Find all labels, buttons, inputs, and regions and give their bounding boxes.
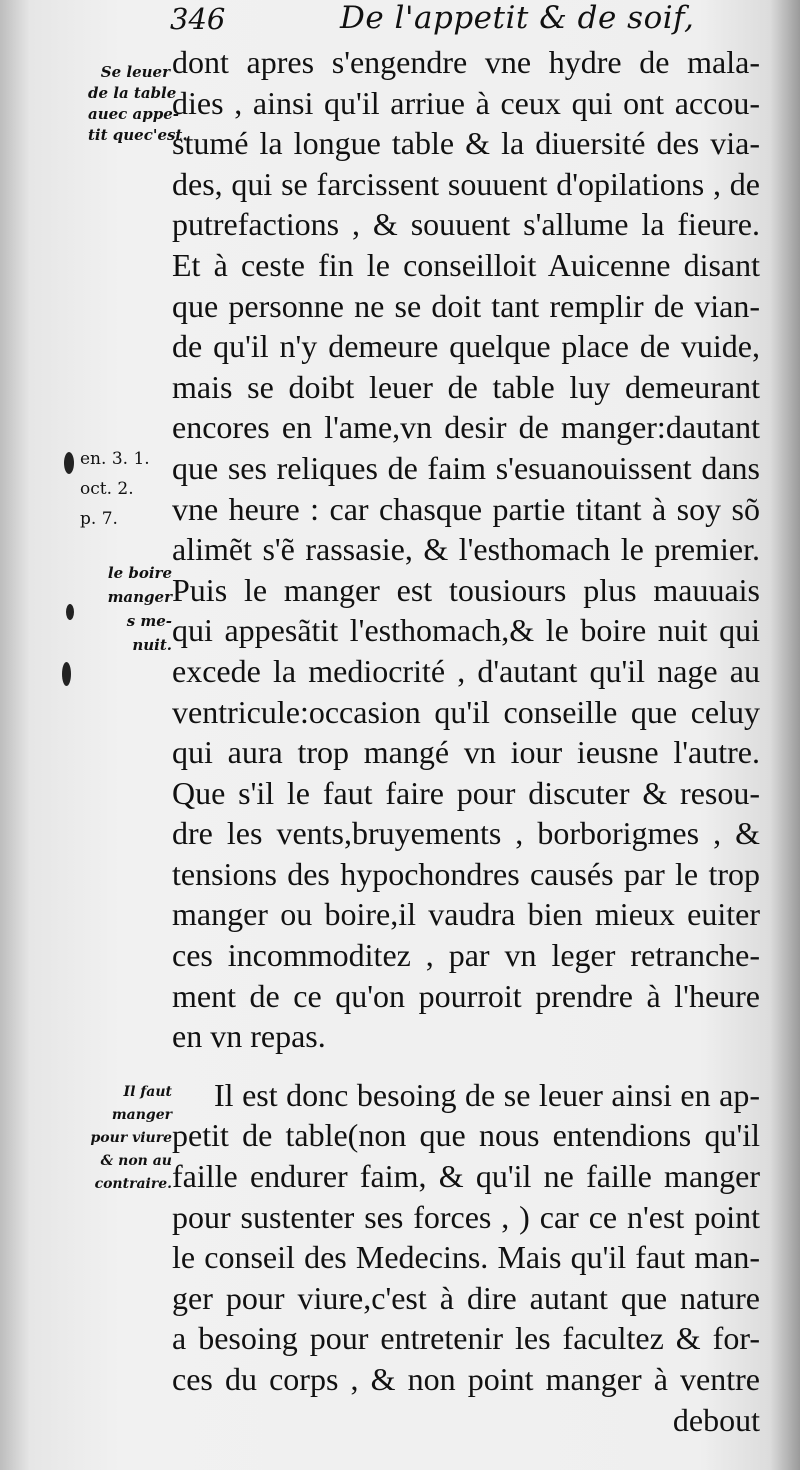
text-line: le conseil des Medecins. Mais qu'il faut man- [172, 1239, 760, 1276]
margin-note-line: le boire [107, 564, 172, 582]
text-line: Et à ceste fin le conseilloit Auicenne disant [172, 246, 760, 283]
margin-note-line: en. 3. 1. [80, 449, 150, 469]
ink-blot [64, 452, 74, 474]
text-line: en vn repas. [172, 1018, 326, 1055]
text-line: dies , ainsi qu'il arriue à ceux qui ont accou- [172, 84, 760, 121]
text-line: ment de ce qu'on pourroit prendre à l'heure [172, 977, 760, 1014]
margin-note-line: Se leuer [100, 63, 170, 81]
margin-note-line: oct. 2. [80, 479, 134, 499]
margin-note-line: de la table [88, 84, 177, 102]
text-line: de qu'il n'y demeure quelque place de vuide, [172, 328, 760, 365]
text-line: que personne ne se doit tant remplir de vian- [172, 287, 760, 324]
text-line: manger ou boire,il vaudra bien mieux euiter [172, 896, 760, 933]
text-line: excede la mediocrité , d'autant qu'il nage au [172, 652, 760, 689]
text-line: tensions des hypochondres causés par le trop [172, 855, 760, 892]
text-line: qui appesãtit l'esthomach,& le boire nuit qui [172, 612, 760, 649]
text-line: des, qui se farcissent souuent d'opilations , de [172, 165, 760, 202]
catchword: debout [672, 1401, 760, 1438]
text-line: que ses reliques de faim s'esuanouissent dans [172, 449, 760, 486]
margin-note-line: tit quec'est. [88, 126, 188, 144]
text-line: ces incommoditez , par vn leger retranche- [172, 937, 760, 974]
text-line: a besoing pour entretenir les facultez & for- [172, 1320, 760, 1357]
text-line: alimẽt s'ẽ rassasie, & l'esthomach le premier. [172, 531, 760, 568]
text-line: qui aura trop mangé vn iour ieusne l'autre. [172, 734, 760, 771]
ink-blot [62, 662, 71, 686]
margin-note-line: & non au [100, 1153, 172, 1169]
text-line: encores en l'ame,vn desir de manger:dautant [172, 409, 760, 446]
margin-note-leuer [88, 62, 188, 146]
text-line: putrefactions , & souuent s'allume la fieure. [172, 206, 760, 243]
paragraph-gap [172, 1057, 760, 1075]
margin-note-line: manger [111, 1107, 172, 1123]
margin-note-line: pour viure [90, 1130, 172, 1146]
text-line: vne heure : car chasque partie titant à soy sõ [172, 490, 760, 527]
ink-blot [66, 604, 74, 620]
margin-note-line: manger [107, 588, 172, 606]
page-number: 346 [170, 2, 226, 36]
margin-citation [80, 444, 172, 534]
text-line: mais se doibt leuer de table luy demeurant [172, 368, 760, 405]
margin-note-line: contraire. [94, 1176, 172, 1192]
text-line: Il est donc besoing de se leuer ainsi en ap- [214, 1076, 760, 1113]
margin-note-boire [80, 563, 172, 659]
margin-note-line: s me- [126, 612, 172, 630]
main-text [172, 42, 760, 1440]
text-line: ces du corps , & non point manger à ventre [172, 1361, 760, 1397]
text-line: dre les vents,bruyements , borborigmes , & [172, 815, 760, 852]
text-line: petit de table(non que nous entendions qu'il [172, 1117, 760, 1154]
text-line: ventricule:occasion qu'il conseille que celuy [172, 693, 760, 730]
margin-note-line: auec appe- [88, 105, 179, 123]
margin-note-line: Il faut [123, 1084, 172, 1100]
page-header [0, 0, 800, 44]
text-line: ger pour viure,c'est à dire autant que nature [172, 1279, 760, 1316]
running-title: De l'appetit & de soif, [340, 0, 695, 36]
text-line: Puis le manger est tousiours plus mauuais [172, 571, 760, 608]
text-line: pour sustenter ses forces , ) car ce n'est point [172, 1198, 760, 1235]
margin-note-line: nuit. [132, 636, 172, 654]
text-line: faille endurer faim, & qu'il ne faille manger [172, 1158, 760, 1195]
margin-note-faut-manger [76, 1082, 172, 1197]
margin-note-line: p. 7. [80, 509, 118, 529]
text-line: dont apres s'engendre vne hydre de mala- [172, 44, 760, 80]
text-line: stumé la longue table & la diuersité des via- [172, 125, 760, 162]
text-line: Que s'il le faut faire pour discuter & resou- [172, 774, 760, 811]
